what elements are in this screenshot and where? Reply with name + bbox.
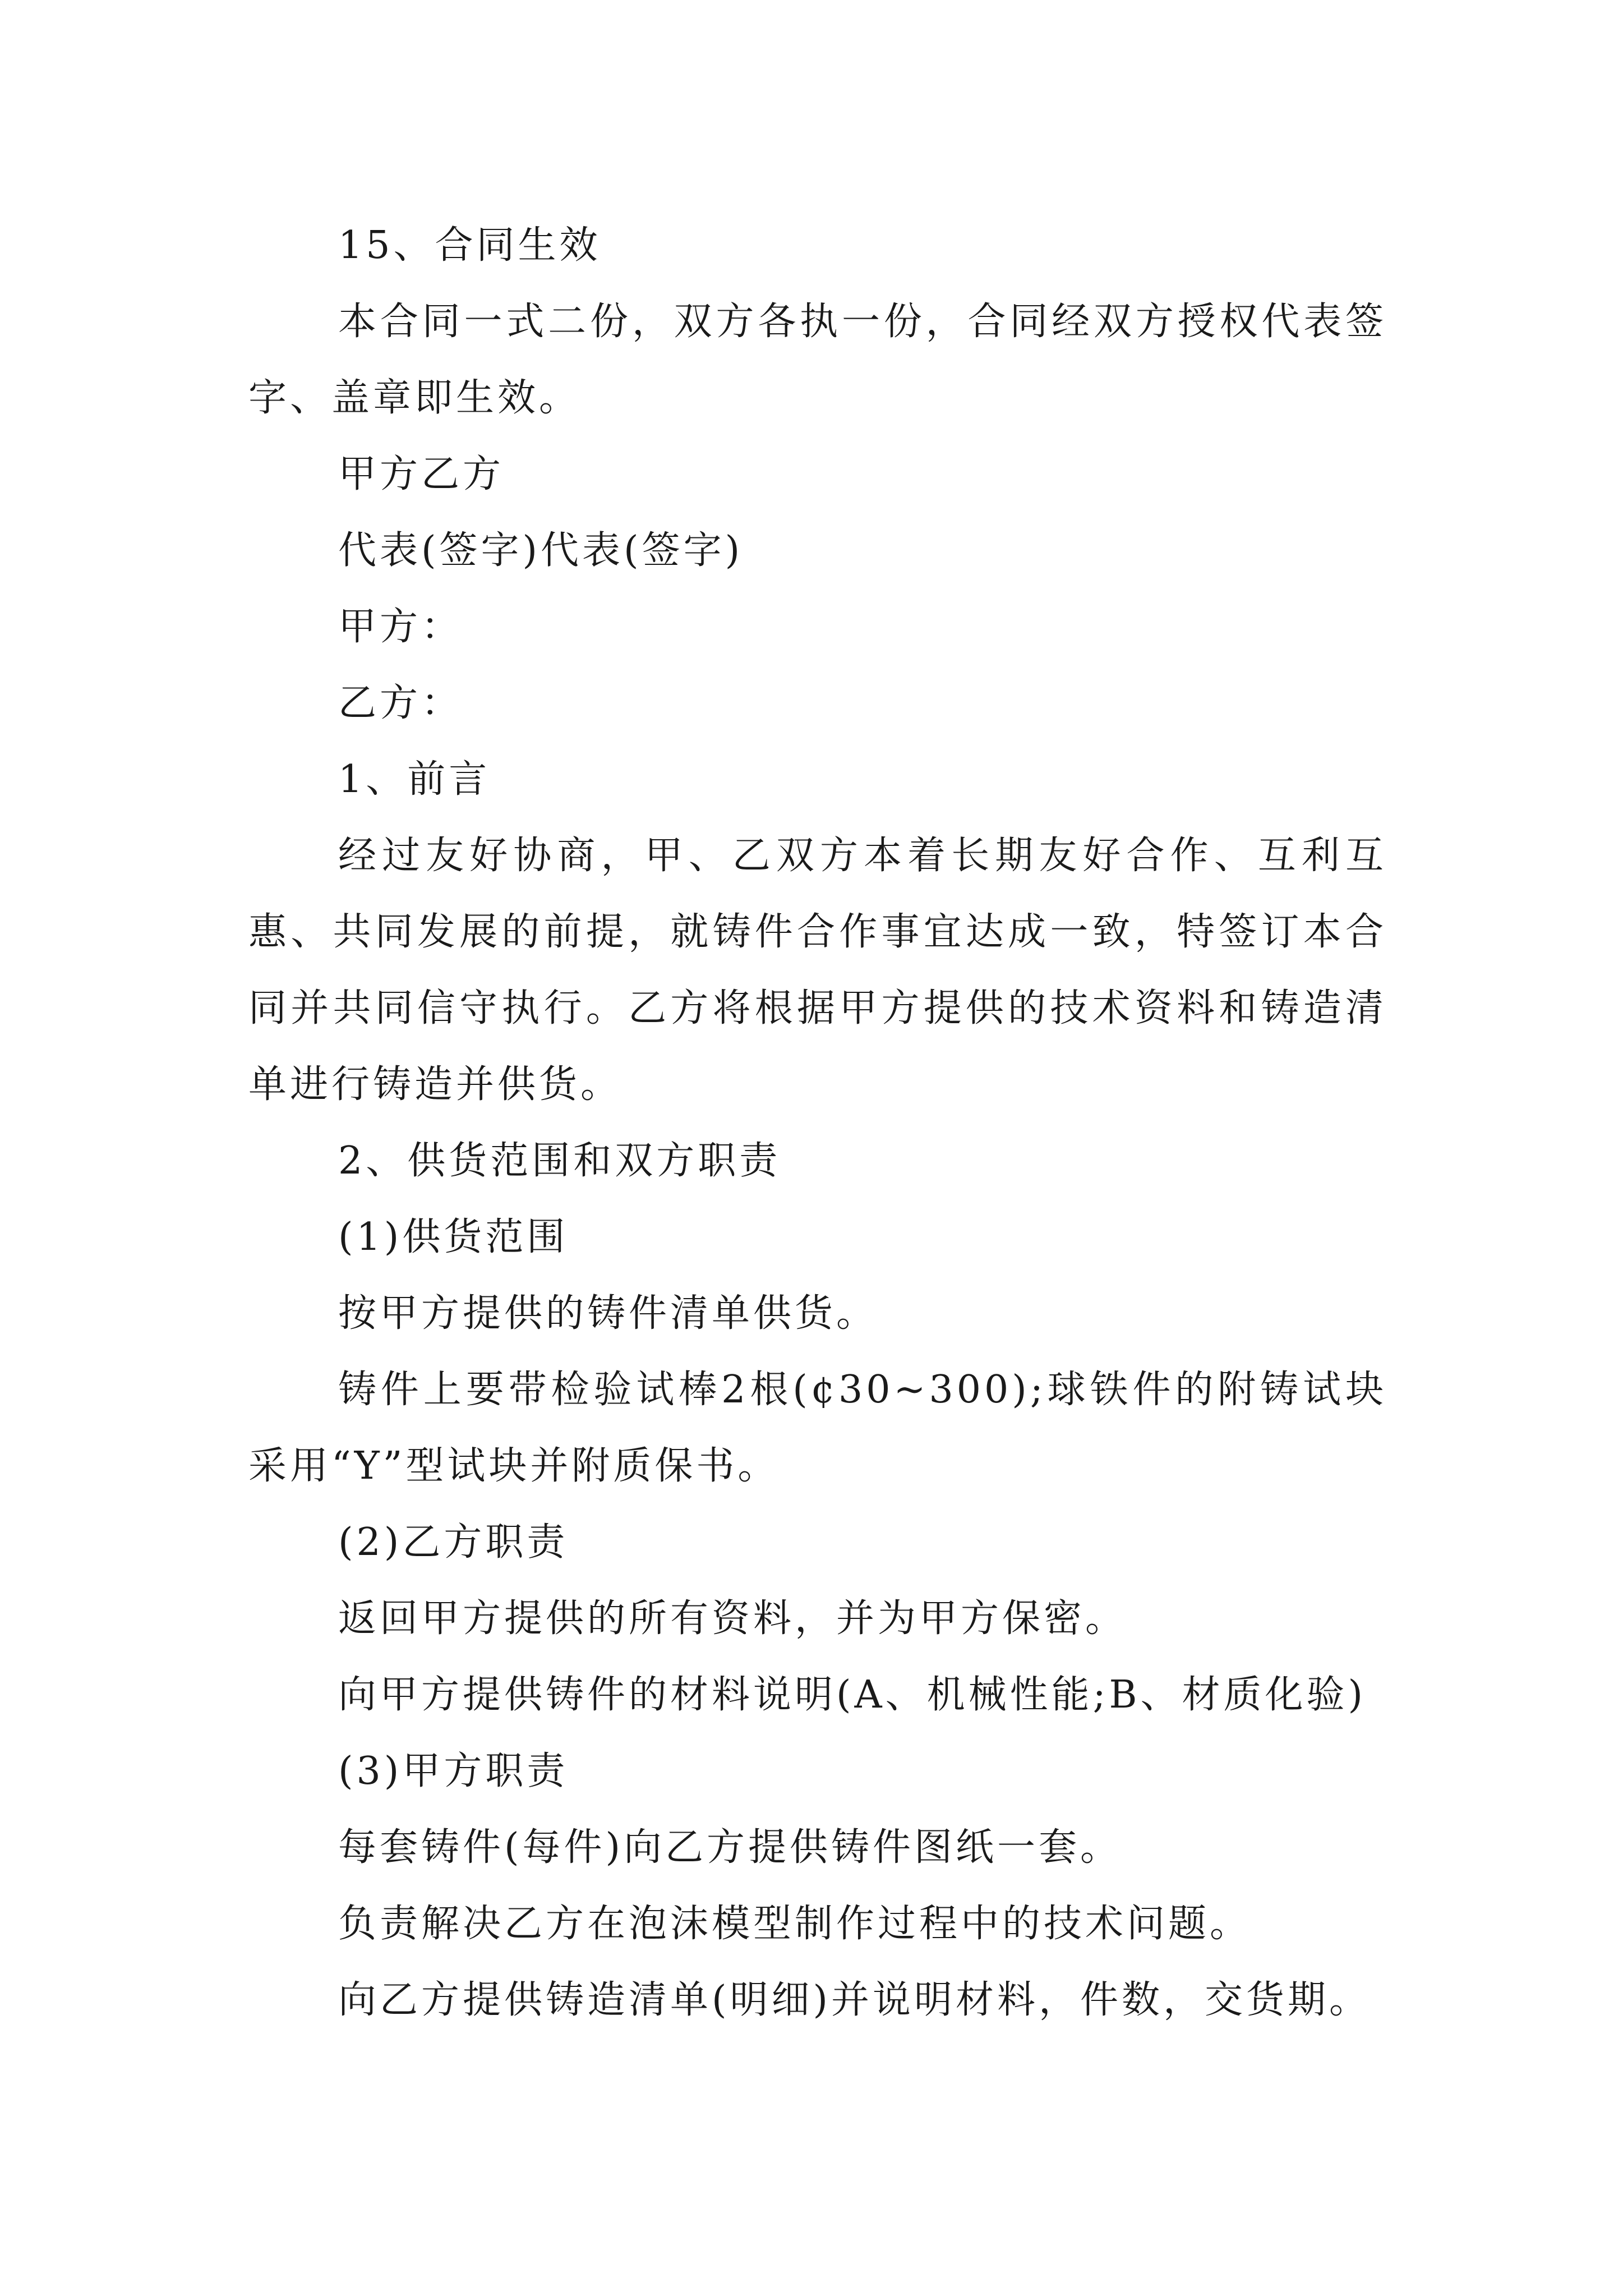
paragraph-casting-list: 向乙方提供铸造清单(明细)并说明材料，件数，交货期。 xyxy=(338,1978,1371,2022)
subheading-supply-scope: (1)供货范围 xyxy=(338,1215,569,1259)
paragraph-preface: 经过友好协商，甲、乙双方本着长期友好合作、互利互惠、共同发展的前提，就铸件合作事宜达成一致，特签订本合同并共同信守执行。乙方将根据甲方提供的技术资料和铸造清单进行铸造并供货。 xyxy=(248,834,1387,1107)
paragraph-material-description: 向甲方提供铸件的材料说明(A、机械性能;B、材质化验) xyxy=(338,1673,1367,1717)
signature-representative-line: 代表(签字)代表(签字) xyxy=(338,528,744,573)
section-heading-contract-effect: 15、合同生效 xyxy=(338,223,601,268)
party-a-label: 甲方： xyxy=(338,605,463,649)
subheading-party-a-duties: (3)甲方职责 xyxy=(338,1749,569,1793)
signature-parties-line: 甲方乙方 xyxy=(338,452,505,496)
paragraph-supply-list: 按甲方提供的铸件清单供货。 xyxy=(338,1291,878,1336)
paragraph-contract-copies: 本合同一式二份，双方各执一份，合同经双方授权代表签字、盖章即生效。 xyxy=(248,300,1387,420)
party-b-label: 乙方： xyxy=(338,681,463,725)
paragraph-technical-support: 负责解决乙方在泡沫模型制作过程中的技术问题。 xyxy=(338,1902,1252,1946)
paragraph-return-materials: 返回甲方提供的所有资料，并为甲方保密。 xyxy=(338,1596,1127,1641)
section-heading-preface: 1、前言 xyxy=(338,757,491,802)
section-heading-scope-duties: 2、供货范围和双方职责 xyxy=(338,1139,781,1183)
subheading-party-b-duties: (2)乙方职责 xyxy=(338,1520,569,1565)
document-body xyxy=(248,208,1387,2039)
paragraph-test-bars: 铸件上要带检验试棒2根(¢30~300);球铁件的附铸试块采用“Y”型试块并附质保书。 xyxy=(248,1368,1387,1488)
paragraph-drawings: 每套铸件(每件)向乙方提供铸件图纸一套。 xyxy=(338,1825,1122,1870)
